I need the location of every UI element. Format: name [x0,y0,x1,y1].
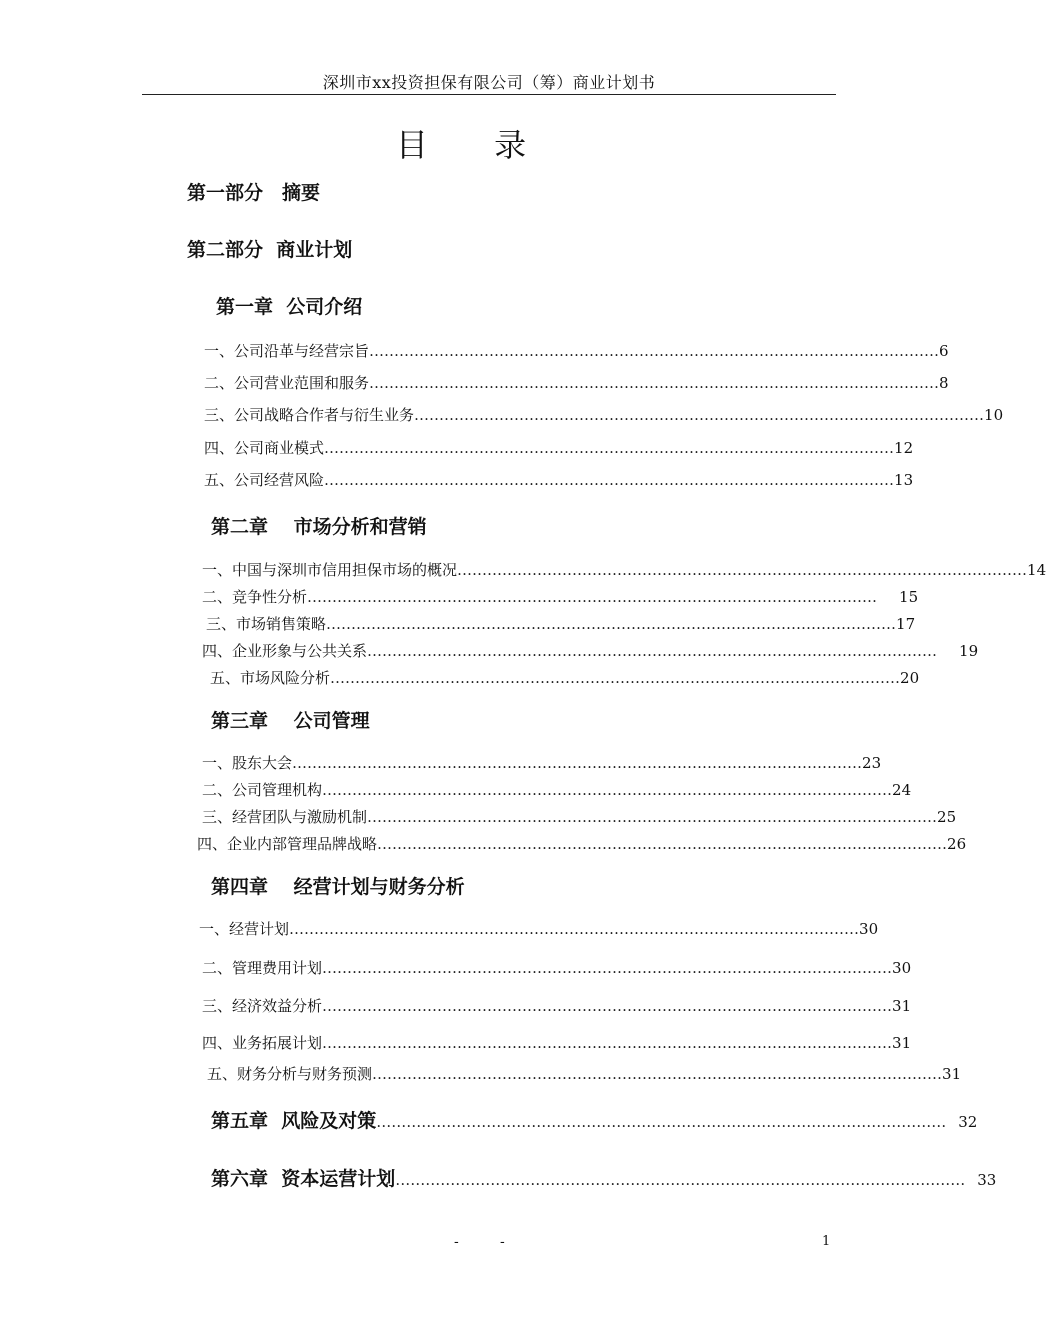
toc-entry-label: 股东大会 [232,754,293,772]
toc-leader: …………………………………………………………………………………………………… [322,959,893,977]
chapter-5-heading: 第五章 风险及对策 [211,1110,377,1132]
toc-entry[interactable] [202,586,919,607]
toc-entry-page: 31 [892,997,912,1015]
part-two-heading: 第二部分 商业计划 [187,239,353,261]
toc-entry[interactable] [207,1063,962,1084]
toc-leader: …………………………………………………………………………………………………… [324,471,895,489]
toc-entry-number: 五、 [207,1065,238,1083]
toc-entry-page: 6 [939,342,949,360]
toc-leader: …………………………………………………………………………………………………… [322,781,893,799]
footer-dash: - [500,1234,505,1250]
toc-leader: …………………………………………………………………………………………………… [324,439,895,457]
toc-entry-number: 五、 [210,669,241,687]
toc-chapter-entry[interactable] [211,1164,997,1191]
toc-entry-page: 12 [894,439,914,457]
toc-entry[interactable] [202,957,912,978]
toc-leader: …………………………………………………………………………………………………… [292,754,863,772]
toc-entry-page: 14 [1027,561,1046,579]
toc-entry-page: 31 [892,1034,912,1052]
toc-entry[interactable] [210,667,920,688]
toc-entry-number: 三、 [204,406,235,424]
toc-entry-page: 8 [939,374,949,392]
toc-entry-number: 四、 [204,439,235,457]
toc-leader: …………………………………………………………………………………………………… [367,808,938,826]
toc-leader: …………………………………………………………………………………………………… [322,1034,893,1052]
toc-entry-label: 业务拓展计划 [232,1034,323,1052]
toc-entry-label: 竞争性分析 [232,588,308,606]
toc-entry[interactable] [204,340,949,361]
toc-entry-page: 19 [959,642,979,660]
chapter-2-heading: 第二章 市场分析和营销 [211,516,427,538]
toc-entry-number: 四、 [197,835,228,853]
toc-entry-page: 30 [859,920,879,938]
toc-entry-label: 公司营业范围和服务 [234,374,370,392]
toc-entry-label: 公司沿革与经营宗旨 [234,342,370,360]
header-rule [142,94,836,95]
toc-entry[interactable] [197,833,967,854]
toc-leader: …………………………………………………………………………………………………… [369,374,940,392]
document-header: 深圳市xx投资担保有限公司（筹）商业计划书 [322,73,656,92]
toc-entry-number: 二、 [204,374,235,392]
toc-entry[interactable] [202,779,912,800]
toc-entry-label: 经济效益分析 [232,997,323,1015]
toc-leader: …………………………………………………………………………………………………… [457,561,1028,579]
toc-leader: …………………………………………………………………………………………………… [330,669,901,687]
toc-entry-number: 五、 [204,471,235,489]
toc-entry[interactable] [202,1032,912,1053]
toc-entry-page: 24 [892,781,912,799]
toc-entry-label: 财务分析与财务预测 [237,1065,373,1083]
toc-entry-label: 公司管理机构 [232,781,323,799]
toc-entry-number: 二、 [202,781,233,799]
toc-entry-label: 企业形象与公共关系 [232,642,368,660]
chapter-1-heading: 第一章 公司介绍 [216,296,363,318]
toc-entry-label: 市场风险分析 [240,669,331,687]
toc-leader: …………………………………………………………………………………………………… [307,588,878,606]
toc-entry[interactable] [204,404,1004,425]
toc-entry-number: 三、 [202,997,233,1015]
toc-entry[interactable] [204,437,914,458]
toc-entry-number: 一、 [202,754,233,772]
toc-entry[interactable] [206,613,916,634]
toc-entry-number: 二、 [202,588,233,606]
chapter-3-heading: 第三章 公司管理 [211,710,370,732]
toc-entry-page: 32 [958,1113,978,1131]
toc-entry-label: 经营团队与激励机制 [232,808,368,826]
toc-entry-page: 15 [899,588,919,606]
toc-entry-page: 31 [942,1065,962,1083]
toc-leader: …………………………………………………………………………………………………… [369,342,940,360]
toc-leader: …………………………………………………………………………………………………… [376,1113,947,1131]
toc-entry[interactable] [199,918,879,939]
toc-entry-label: 公司经营风险 [234,471,325,489]
toc-entry-label: 公司商业模式 [234,439,325,457]
toc-entry-page: 26 [947,835,967,853]
toc-entry-label: 企业内部管理品牌战略 [227,835,378,853]
toc-entry-page: 13 [894,471,914,489]
toc-entry-page: 23 [862,754,882,772]
footer-page-number: 1 [822,1234,831,1249]
toc-entry[interactable] [202,640,979,661]
toc-entry-page: 10 [984,406,1004,424]
toc-entry[interactable] [202,752,882,773]
toc-entry-label: 经营计划 [229,920,290,938]
toc-title: 目 录 [395,126,555,164]
toc-leader: …………………………………………………………………………………………………… [414,406,985,424]
toc-entry-label: 公司战略合作者与衍生业务 [234,406,415,424]
footer-dash: - [454,1234,459,1250]
toc-entry-label: 管理费用计划 [232,959,323,977]
toc-entry-label: 中国与深圳市信用担保市场的概况 [232,561,458,579]
toc-entry[interactable] [204,469,914,490]
toc-entry[interactable] [204,372,949,393]
toc-entry-number: 一、 [202,561,233,579]
toc-leader: …………………………………………………………………………………………………… [326,615,897,633]
chapter-4-heading: 第四章 经营计划与财务分析 [211,876,465,898]
toc-leader: …………………………………………………………………………………………………… [372,1065,943,1083]
toc-entry-number: 一、 [204,342,235,360]
toc-leader: …………………………………………………………………………………………………… [377,835,948,853]
chapter-6-heading: 第六章 资本运营计划 [211,1168,396,1190]
toc-leader: …………………………………………………………………………………………………… [395,1171,966,1189]
toc-entry-page: 20 [900,669,920,687]
toc-entry-page: 25 [937,808,957,826]
toc-leader: …………………………………………………………………………………………………… [367,642,938,660]
toc-entry-label: 市场销售策略 [236,615,327,633]
toc-entry[interactable] [202,559,1046,580]
toc-entry-number: 三、 [206,615,237,633]
toc-entry-page: 17 [896,615,916,633]
toc-entry-number: 四、 [202,1034,233,1052]
part-one-heading: 第一部分 摘要 [187,182,321,204]
toc-entry-number: 二、 [202,959,233,977]
toc-entry[interactable] [202,806,957,827]
toc-leader: …………………………………………………………………………………………………… [322,997,893,1015]
toc-entry-page: 33 [977,1171,997,1189]
toc-entry-number: 一、 [199,920,230,938]
toc-entry[interactable] [202,995,912,1016]
toc-leader: …………………………………………………………………………………………………… [289,920,860,938]
toc-chapter-entry[interactable] [211,1106,978,1133]
toc-entry-page: 30 [892,959,912,977]
toc-entry-number: 四、 [202,642,233,660]
toc-entry-number: 三、 [202,808,233,826]
